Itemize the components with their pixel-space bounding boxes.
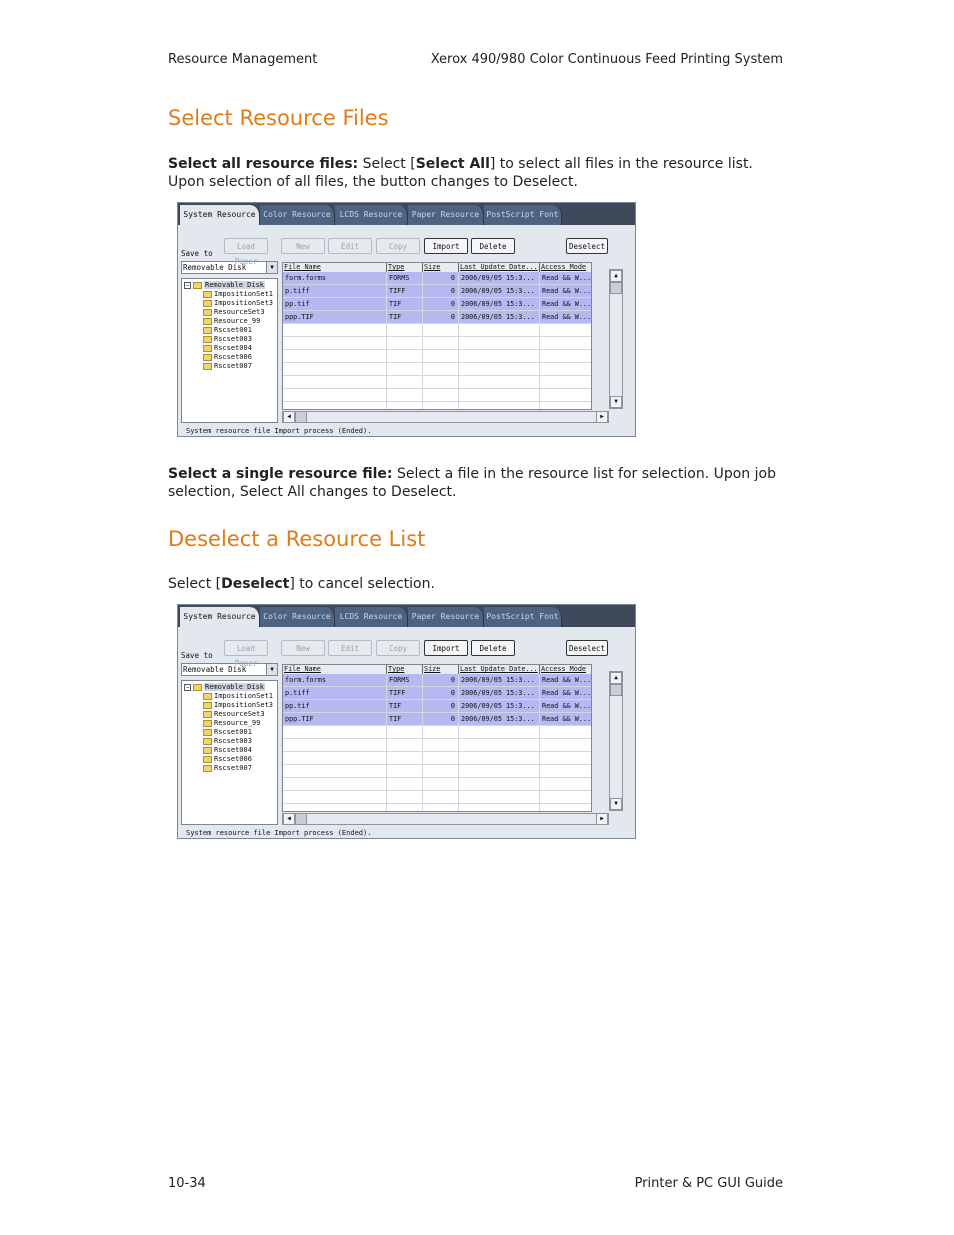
table-cell-mode: [540, 389, 592, 401]
tree-item-label: Rscset003: [214, 737, 252, 745]
tree-root-label: Removable Disk: [205, 683, 265, 691]
table-cell-mode: [540, 350, 592, 362]
paragraph-select-single: [168, 465, 784, 501]
tree-item-label: Rscset006: [214, 755, 252, 763]
text-fragment: Select [: [358, 156, 416, 172]
scroll-right-icon[interactable]: ▶: [596, 813, 608, 825]
table-cell-name: form.forms: [283, 272, 387, 284]
table-cell-size: [423, 350, 459, 362]
page-header-title: Xerox 490/980 Color Continuous Feed Printing System: [430, 52, 783, 67]
table-cell-size: 0: [423, 311, 459, 323]
deselect-button[interactable]: Deselect: [566, 640, 608, 656]
column-header-type[interactable]: Type: [387, 263, 423, 272]
table-cell-size: [423, 324, 459, 336]
column-header-last-update[interactable]: Last Update Date...: [459, 665, 540, 674]
table-cell-type: TIFF: [387, 687, 423, 699]
table-cell-size: [423, 402, 459, 410]
table-cell-mode: Read && W...: [542, 689, 592, 697]
text-fragment: ] to select all files in the resource list. Upon selection of all files, the button changes to Deselect.: [168, 156, 753, 190]
chevron-down-icon: ▼: [266, 664, 277, 675]
table-cell-date: [459, 402, 540, 410]
tab-bar: [178, 203, 636, 225]
table-row[interactable]: [283, 726, 592, 739]
table-cell-name: pp.tif: [283, 700, 387, 712]
paragraph-select-all: [168, 155, 784, 191]
scroll-down-icon[interactable]: ▼: [610, 396, 622, 408]
panel-body: [178, 627, 635, 838]
tab-paper-resource[interactable]: Paper Resource: [408, 205, 484, 225]
tab-color-resource[interactable]: Color Resource: [260, 607, 335, 627]
table-cell-name: [283, 376, 387, 388]
table-cell-type: [387, 376, 423, 388]
table-cell-type: TIF: [387, 700, 423, 712]
table-cell-size: 0: [423, 674, 459, 686]
table-cell-type: [387, 791, 423, 803]
tree-item-label: ImpositionSet3: [214, 701, 274, 709]
table-cell-type: [387, 804, 423, 812]
table-cell-size: [423, 376, 459, 388]
table-cell-date: 2006/09/05 15:3...: [459, 687, 540, 699]
page-header-section: Resource Management: [168, 52, 318, 67]
tree-item[interactable]: [203, 692, 273, 701]
table-cell-name: [283, 765, 387, 777]
table-row[interactable]: [283, 363, 592, 376]
table-cell-name: [283, 389, 387, 401]
new-button[interactable]: New: [281, 238, 325, 254]
table-cell-size: [423, 778, 459, 790]
tree-item[interactable]: [203, 299, 273, 308]
table-cell-name: [283, 752, 387, 764]
scroll-thumb[interactable]: [295, 411, 307, 423]
table-cell-name: [283, 337, 387, 349]
table-cell-name: ppp.TIF: [283, 311, 387, 323]
column-header-last-update[interactable]: Last Update Date...: [459, 263, 540, 272]
table-cell-type: [387, 752, 423, 764]
tree-item[interactable]: [203, 308, 265, 317]
save-to-value: Removable Disk: [183, 263, 247, 272]
folder-icon: [203, 702, 212, 709]
folder-icon: [203, 318, 212, 325]
tree-item-label: ImpositionSet3: [214, 299, 274, 307]
table-cell-date: [459, 804, 540, 812]
tab-lcds-resource[interactable]: LCDS Resource: [335, 205, 408, 225]
tree-item-label: Rscset007: [214, 362, 252, 370]
table-cell-date: [459, 778, 540, 790]
table-cell-date: 2006/09/05 15:3...: [459, 311, 540, 323]
tree-item-label: Rscset004: [214, 746, 252, 754]
table-cell-mode: [540, 363, 592, 375]
table-cell-mode: [540, 804, 592, 812]
vertical-scrollbar[interactable]: [609, 671, 623, 811]
tree-root-removable-disk[interactable]: [184, 683, 265, 692]
folder-icon: [203, 747, 212, 754]
term-select-all-button: Select All: [415, 156, 490, 172]
tab-system-resource[interactable]: System Resource: [180, 607, 260, 628]
vertical-scrollbar[interactable]: [609, 269, 623, 409]
table-cell-name: p.tiff: [283, 285, 387, 297]
table-cell-type: [387, 402, 423, 410]
term-deselect-button: Deselect: [221, 576, 290, 592]
tree-item-label: Rscset006: [214, 353, 252, 361]
table-cell-mode: [540, 376, 592, 388]
column-header-access-mode[interactable]: Access Mode: [540, 665, 592, 674]
table-row[interactable]: [283, 687, 592, 700]
tree-item[interactable]: [203, 710, 265, 719]
table-cell-date: [459, 739, 540, 751]
table-cell-name: [283, 350, 387, 362]
import-button[interactable]: Import: [424, 238, 468, 254]
table-row[interactable]: [283, 804, 592, 812]
tree-item[interactable]: [203, 755, 252, 764]
table-cell-type: [387, 324, 423, 336]
table-cell-type: [387, 337, 423, 349]
folder-icon: [203, 711, 212, 718]
tree-item[interactable]: [203, 764, 252, 773]
table-cell-date: [459, 791, 540, 803]
delete-button[interactable]: Delete: [471, 238, 515, 254]
folder-icon: [203, 363, 212, 370]
table-row[interactable]: [283, 376, 592, 389]
tree-item-label: Rscset007: [214, 764, 252, 772]
folder-icon: [203, 345, 212, 352]
table-row[interactable]: [283, 791, 592, 804]
file-list-table: [282, 262, 592, 410]
tree-item[interactable]: [203, 701, 273, 710]
tab-paper-resource[interactable]: Paper Resource: [408, 607, 484, 627]
table-cell-date: [459, 337, 540, 349]
import-button[interactable]: Import: [424, 640, 468, 656]
table-cell-type: [387, 389, 423, 401]
deselect-button[interactable]: Deselect: [566, 238, 608, 254]
table-cell-mode: Read && W...: [542, 313, 592, 321]
folder-icon: [203, 738, 212, 745]
status-message: System resource file Import process (Ended).: [186, 829, 372, 837]
table-cell-size: 0: [423, 285, 459, 297]
tab-color-resource[interactable]: Color Resource: [260, 205, 335, 225]
tab-lcds-resource[interactable]: LCDS Resource: [335, 607, 408, 627]
tree-item-label: Rscset001: [214, 326, 252, 334]
delete-button[interactable]: Delete: [471, 640, 515, 656]
folder-icon: [203, 309, 212, 316]
table-cell-mode: Read && W...: [542, 287, 592, 295]
column-header-type[interactable]: Type: [387, 665, 423, 674]
folder-icon: [193, 684, 202, 691]
copy-button[interactable]: Copy: [376, 640, 420, 656]
table-cell-type: TIF: [387, 311, 423, 323]
folder-icon: [203, 720, 212, 727]
table-cell-size: 0: [423, 298, 459, 310]
table-cell-date: 2006/09/05 15:3...: [459, 674, 540, 686]
folder-icon: [203, 300, 212, 307]
folder-icon: [203, 336, 212, 343]
table-cell-date: [459, 350, 540, 362]
folder-icon: [203, 756, 212, 763]
table-cell-mode: [540, 765, 592, 777]
table-cell-date: [459, 376, 540, 388]
load-paper-button[interactable]: Load Paper: [224, 640, 268, 656]
table-cell-size: [423, 791, 459, 803]
tree-item-label: Rscset003: [214, 335, 252, 343]
table-cell-size: [423, 337, 459, 349]
table-cell-name: form.forms: [283, 674, 387, 686]
tree-item[interactable]: [203, 362, 252, 371]
collapse-icon[interactable]: −: [185, 683, 190, 691]
table-cell-size: [423, 363, 459, 375]
tree-item-label: Resource_99: [214, 719, 261, 727]
table-cell-date: [459, 726, 540, 738]
new-button[interactable]: New: [281, 640, 325, 656]
copy-button[interactable]: Copy: [376, 238, 420, 254]
column-header-file-name[interactable]: File Name: [283, 263, 387, 272]
term-select-all: Select all resource files:: [168, 156, 359, 172]
save-to-dropdown[interactable]: [181, 261, 278, 274]
tree-item-label: Rscset001: [214, 728, 252, 736]
table-row[interactable]: [283, 324, 592, 337]
column-header-size[interactable]: Size: [423, 665, 459, 674]
table-cell-date: [459, 765, 540, 777]
table-row[interactable]: [283, 298, 592, 311]
tree-item-label: Resource_99: [214, 317, 261, 325]
tree-item[interactable]: [203, 746, 252, 755]
table-cell-name: [283, 363, 387, 375]
table-cell-type: [387, 778, 423, 790]
table-cell-size: [423, 752, 459, 764]
collapse-icon[interactable]: −: [185, 281, 190, 289]
save-to-label: Save to: [181, 249, 213, 258]
table-cell-date: [459, 363, 540, 375]
table-cell-size: [423, 726, 459, 738]
column-header-size[interactable]: Size: [423, 263, 459, 272]
column-header-file-name[interactable]: File Name: [283, 665, 387, 674]
tree-item[interactable]: [203, 344, 252, 353]
table-row[interactable]: [283, 272, 592, 285]
table-cell-type: TIF: [387, 298, 423, 310]
edit-button[interactable]: Edit: [328, 640, 372, 656]
scroll-thumb[interactable]: [610, 282, 622, 294]
scroll-left-icon[interactable]: ◀: [283, 813, 295, 825]
table-cell-type: TIFF: [387, 285, 423, 297]
table-cell-size: 0: [423, 272, 459, 284]
tree-item-label: ResourceSet3: [214, 710, 265, 718]
footer-guide-title: Printer & PC GUI Guide: [634, 1176, 783, 1191]
table-cell-size: [423, 389, 459, 401]
table-row[interactable]: [283, 778, 592, 791]
table-cell-date: [459, 752, 540, 764]
tree-root-removable-disk[interactable]: [184, 281, 265, 290]
page-number: 10-34: [168, 1176, 206, 1191]
table-cell-size: [423, 739, 459, 751]
table-row[interactable]: [283, 285, 592, 298]
horizontal-scrollbar[interactable]: [282, 411, 609, 423]
tab-bar: [178, 605, 636, 627]
folder-icon: [203, 291, 212, 298]
table-cell-type: [387, 726, 423, 738]
table-cell-name: [283, 402, 387, 410]
table-cell-mode: Read && W...: [542, 274, 592, 282]
scroll-right-icon[interactable]: ▶: [596, 411, 608, 423]
term-select-single: Select a single resource file:: [168, 466, 393, 482]
table-cell-mode: [540, 324, 592, 336]
folder-tree: [181, 278, 278, 423]
table-row[interactable]: [283, 402, 592, 410]
tree-item[interactable]: [203, 326, 252, 335]
text-fragment: ] to cancel selection.: [289, 576, 435, 592]
table-cell-date: 2006/09/05 15:3...: [459, 298, 540, 310]
table-cell-date: [459, 324, 540, 336]
scroll-up-icon[interactable]: ▲: [610, 672, 622, 684]
save-to-label: Save to: [181, 651, 213, 660]
panel-body: [178, 225, 635, 436]
tree-item-label: ResourceSet3: [214, 308, 265, 316]
table-cell-size: [423, 765, 459, 777]
screenshot-resource-manager-2: [177, 604, 636, 839]
table-row[interactable]: [283, 311, 592, 324]
table-cell-date: 2006/09/05 15:3...: [459, 700, 540, 712]
folder-icon: [203, 327, 212, 334]
text-fragment: Select a file in the resource list for selection. Upon job selection, Select All changes to Deselect.: [168, 466, 776, 500]
section-title-select-resource-files: Select Resource Files: [168, 106, 389, 130]
table-row[interactable]: [283, 337, 592, 350]
file-list-table: [282, 664, 592, 812]
table-cell-name: ppp.TIF: [283, 713, 387, 725]
table-row[interactable]: [283, 752, 592, 765]
scroll-up-icon[interactable]: ▲: [610, 270, 622, 282]
table-cell-type: [387, 350, 423, 362]
tree-item[interactable]: [203, 335, 252, 344]
section-title-deselect: Deselect a Resource List: [168, 527, 426, 551]
table-cell-mode: Read && W...: [542, 715, 592, 723]
status-message: System resource file Import process (Ended).: [186, 427, 372, 435]
table-cell-type: FORMS: [387, 272, 423, 284]
table-cell-type: [387, 765, 423, 777]
folder-icon: [203, 765, 212, 772]
table-cell-mode: [540, 337, 592, 349]
table-cell-size: 0: [423, 713, 459, 725]
table-cell-mode: [540, 739, 592, 751]
save-to-dropdown[interactable]: [181, 663, 278, 676]
table-cell-mode: [540, 752, 592, 764]
edit-button[interactable]: Edit: [328, 238, 372, 254]
table-cell-name: [283, 778, 387, 790]
table-row[interactable]: [283, 389, 592, 402]
scroll-thumb[interactable]: [610, 684, 622, 696]
tree-item[interactable]: [203, 353, 252, 362]
table-row[interactable]: [283, 713, 592, 726]
tree-item-label: ImpositionSet1: [214, 290, 274, 298]
scroll-left-icon[interactable]: ◀: [283, 411, 295, 423]
horizontal-scrollbar[interactable]: [282, 813, 609, 825]
folder-tree: [181, 680, 278, 825]
text-fragment: Select [: [168, 576, 222, 592]
table-cell-date: [459, 389, 540, 401]
table-row[interactable]: [283, 765, 592, 778]
tree-item-label: Rscset004: [214, 344, 252, 352]
table-cell-mode: Read && W...: [542, 676, 592, 684]
table-cell-name: [283, 726, 387, 738]
table-cell-type: TIF: [387, 713, 423, 725]
table-cell-name: [283, 739, 387, 751]
table-cell-size: 0: [423, 700, 459, 712]
tab-postscript-font[interactable]: PostScript Font: [484, 607, 562, 627]
table-cell-name: [283, 324, 387, 336]
tree-item-label: ImpositionSet1: [214, 692, 274, 700]
table-cell-mode: [540, 402, 592, 410]
tree-item[interactable]: [203, 290, 273, 299]
table-cell-name: pp.tif: [283, 298, 387, 310]
table-cell-date: 2006/09/05 15:3...: [459, 285, 540, 297]
tree-item[interactable]: [203, 737, 252, 746]
folder-icon: [203, 729, 212, 736]
tab-postscript-font[interactable]: PostScript Font: [484, 205, 562, 225]
tree-item[interactable]: [203, 728, 252, 737]
table-cell-type: [387, 363, 423, 375]
table-cell-mode: [540, 791, 592, 803]
load-paper-button[interactable]: Load Paper: [224, 238, 268, 254]
table-cell-mode: [540, 726, 592, 738]
table-cell-date: 2006/09/05 15:3...: [459, 272, 540, 284]
folder-icon: [203, 693, 212, 700]
tree-item[interactable]: [203, 317, 260, 326]
table-cell-name: [283, 791, 387, 803]
table-cell-mode: Read && W...: [542, 702, 592, 710]
tree-root-label: Removable Disk: [205, 281, 265, 289]
table-cell-size: 0: [423, 687, 459, 699]
table-row[interactable]: [283, 350, 592, 363]
save-to-value: Removable Disk: [183, 665, 247, 674]
table-cell-mode: Read && W...: [542, 300, 592, 308]
column-header-access-mode[interactable]: Access Mode: [540, 263, 592, 272]
table-row[interactable]: [283, 700, 592, 713]
table-cell-name: p.tiff: [283, 687, 387, 699]
table-cell-size: [423, 804, 459, 812]
table-cell-mode: [540, 778, 592, 790]
table-cell-name: [283, 804, 387, 812]
tab-system-resource[interactable]: System Resource: [180, 205, 260, 226]
tree-item[interactable]: [203, 719, 260, 728]
paragraph-deselect: [168, 575, 784, 593]
table-row[interactable]: [283, 739, 592, 752]
screenshot-resource-manager-1: [177, 202, 636, 437]
table-cell-type: [387, 739, 423, 751]
table-row[interactable]: [283, 674, 592, 687]
table-cell-type: FORMS: [387, 674, 423, 686]
table-cell-date: 2006/09/05 15:3...: [459, 713, 540, 725]
folder-icon: [193, 282, 202, 289]
chevron-down-icon: ▼: [266, 262, 277, 273]
folder-icon: [203, 354, 212, 361]
scroll-thumb[interactable]: [295, 813, 307, 825]
scroll-down-icon[interactable]: ▼: [610, 798, 622, 810]
